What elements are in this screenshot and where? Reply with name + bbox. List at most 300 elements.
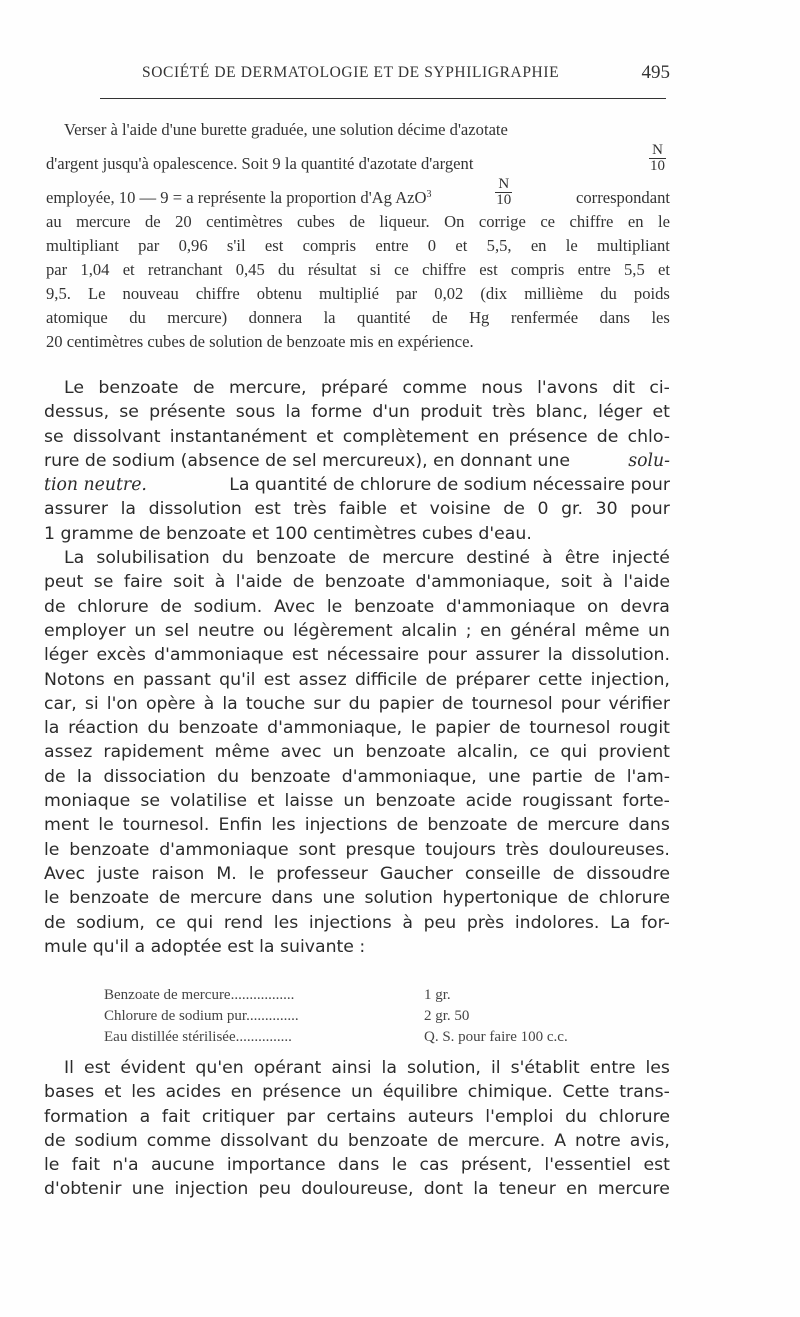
word: alcalin — [401, 620, 458, 641]
text-line — [44, 1105, 670, 1129]
word: ce — [394, 260, 409, 279]
word: dans — [628, 815, 670, 836]
word: ce — [529, 742, 550, 763]
word: qui — [186, 912, 214, 933]
word: d'ammoniaque, — [341, 766, 477, 787]
text-line — [46, 176, 670, 210]
word: en — [566, 1179, 588, 1200]
word: formation — [44, 1106, 128, 1127]
word: l'essentiel — [544, 1155, 632, 1176]
word: presque — [345, 839, 416, 860]
word: et — [399, 499, 418, 520]
text-line — [44, 570, 670, 594]
word: opère — [145, 693, 196, 714]
word: chlorure — [598, 888, 670, 909]
word: certains — [326, 1106, 396, 1127]
word: un — [648, 620, 670, 641]
word: en — [477, 426, 500, 447]
word: bases — [44, 1082, 95, 1103]
word: dans — [271, 888, 313, 909]
word: par — [286, 1106, 315, 1127]
word: injection, — [590, 669, 670, 690]
word: de — [567, 888, 590, 909]
word: benzoate — [98, 378, 179, 398]
word: mercure. — [467, 1130, 546, 1151]
word: assurer — [44, 499, 109, 520]
word: rapidement — [103, 742, 204, 763]
word: dans — [599, 308, 630, 327]
word: instantanément — [169, 426, 307, 447]
word: cas — [419, 1155, 449, 1176]
text-line — [44, 1080, 670, 1104]
word: très — [505, 839, 539, 860]
text-line — [46, 234, 670, 258]
word: du — [129, 308, 146, 327]
word: très — [492, 402, 526, 423]
word: est — [643, 1155, 670, 1176]
word: les — [273, 912, 299, 933]
word: Cette — [562, 1082, 610, 1103]
word: dissoudre — [586, 863, 670, 884]
word: le — [565, 236, 578, 255]
word: du — [217, 766, 240, 787]
word: du — [348, 693, 371, 714]
word: la — [473, 1179, 489, 1200]
word: raison — [151, 863, 205, 884]
word: de — [160, 596, 182, 617]
word: du — [147, 718, 170, 739]
word: volatilise — [170, 791, 248, 812]
word: benzoate — [375, 791, 456, 812]
fraction-denominator: 10 — [496, 192, 512, 208]
word: entre — [589, 1058, 636, 1078]
word: est — [263, 669, 291, 690]
word: est — [264, 236, 284, 255]
word: assez — [44, 742, 93, 763]
word: chlorure — [598, 1106, 670, 1127]
line-text-part: employée, 10 — 9 = a représente la proportion d'Ag AzO — [46, 188, 427, 207]
word: centimètres — [206, 212, 283, 231]
word: le — [44, 888, 60, 909]
word: benzoate — [68, 888, 150, 909]
word: le — [44, 1155, 60, 1176]
word: difficile — [355, 669, 418, 690]
running-title: SOCIÉTÉ DE DERMATOLOGIE ET DE SYPHILIGRAPHIE — [142, 64, 560, 81]
word: corrige — [478, 212, 526, 231]
word: à — [203, 693, 215, 714]
word: à — [402, 912, 413, 933]
word: en — [230, 1082, 253, 1103]
word: 0,96 — [178, 236, 208, 255]
word: présence — [262, 1082, 342, 1103]
word: préparé — [320, 378, 389, 398]
text-line — [44, 522, 670, 546]
formula-ingredient: Eau distillée stérilisée............... — [104, 1029, 292, 1045]
word: tournesol — [471, 693, 553, 714]
word: d'obtenir — [44, 1179, 122, 1200]
word: ci- — [649, 378, 670, 398]
word: donnera — [248, 308, 303, 327]
text-line — [44, 692, 670, 716]
word: atomique — [46, 308, 108, 327]
word: forte- — [622, 791, 670, 812]
word: conseille — [465, 863, 541, 884]
text-line — [44, 595, 670, 619]
word: benzoate — [178, 718, 259, 739]
text-line — [44, 1056, 670, 1080]
word: injecté — [611, 548, 670, 569]
word: dessus, — [44, 402, 110, 423]
word: Hg — [469, 308, 490, 327]
word: opérant — [253, 1058, 322, 1078]
word: passant — [142, 669, 211, 690]
text-line — [44, 886, 670, 910]
word: cubes — [297, 212, 335, 231]
word: en — [627, 212, 644, 231]
word: a — [139, 1106, 151, 1127]
word: Enfin — [218, 815, 263, 836]
word: 0 — [427, 236, 437, 255]
word: même — [214, 742, 270, 763]
word: par — [138, 236, 160, 255]
text-line — [44, 400, 670, 424]
word: du — [565, 1106, 588, 1127]
word: l'aide — [623, 572, 670, 593]
text-line — [44, 716, 670, 740]
word: du — [278, 260, 295, 279]
word: une — [322, 888, 355, 909]
word: de — [349, 212, 365, 231]
word: de — [552, 863, 575, 884]
formula-quantity: 1 gr. — [424, 987, 451, 1003]
word: à — [542, 548, 553, 569]
formula-row — [104, 1027, 624, 1048]
word: M. — [216, 863, 237, 884]
line-text: rure de sodium (absence de sel mercureux), en donnant une — [44, 450, 570, 471]
word: acides — [165, 1082, 221, 1103]
word: benzoate — [255, 548, 337, 569]
word: pour — [560, 693, 601, 714]
word: dont — [423, 1179, 463, 1200]
word: réaction — [68, 718, 139, 739]
word: le — [248, 863, 265, 884]
word: est — [254, 499, 281, 520]
word: un — [343, 791, 366, 812]
word: de — [396, 815, 419, 836]
text-line — [44, 497, 670, 521]
word: sodium, — [76, 912, 145, 933]
word: entre — [577, 260, 611, 279]
word: ment — [44, 815, 90, 836]
text-line — [44, 789, 670, 813]
word: chlo- — [627, 426, 670, 447]
italic-text: solu- — [628, 450, 670, 471]
word: produit — [420, 402, 482, 423]
word: poids — [633, 284, 670, 303]
word: chlorure — [77, 596, 149, 617]
word: en — [530, 236, 547, 255]
word: Gaucher — [379, 863, 454, 884]
word: de — [158, 888, 181, 909]
word: touche — [245, 693, 306, 714]
word: chiffre — [569, 212, 614, 231]
word: Le — [87, 284, 106, 303]
text-line — [44, 473, 670, 497]
word: provient — [598, 742, 670, 763]
word: fait — [161, 1106, 191, 1127]
word: aucune — [150, 1155, 215, 1176]
word: du — [316, 1130, 339, 1151]
word: peu — [258, 1179, 292, 1200]
word: léger — [598, 402, 643, 423]
word: indolores. — [514, 912, 600, 933]
text-line — [46, 282, 670, 306]
word: complètement — [342, 426, 469, 447]
word: importance — [226, 1155, 326, 1176]
word: de — [348, 548, 370, 569]
word: le — [44, 839, 60, 860]
word: de — [144, 212, 161, 231]
word: comme — [402, 378, 467, 398]
word: gr. — [561, 499, 584, 520]
word: n'a — [112, 1155, 139, 1176]
word: retranchant — [147, 260, 223, 279]
word: La — [64, 548, 85, 569]
word: les — [645, 1058, 670, 1078]
word: se — [93, 572, 114, 593]
word: en — [480, 620, 502, 641]
word: faire — [123, 572, 163, 593]
word: pour — [630, 499, 670, 520]
word: tournesol — [529, 718, 611, 739]
word: destiné — [466, 548, 531, 569]
text-line — [46, 210, 670, 234]
word: près — [466, 912, 505, 933]
word: qu'en — [195, 1058, 244, 1078]
word: Notons — [44, 669, 105, 690]
word: mercure, — [228, 378, 307, 398]
word: solubilisation — [96, 548, 210, 569]
fraction-numerator: N — [649, 143, 666, 159]
word: ce — [155, 912, 176, 933]
word: évident — [120, 1058, 186, 1078]
word: Avec — [273, 596, 316, 617]
word: 5,5 — [624, 260, 645, 279]
word: de — [44, 1130, 66, 1151]
text-line — [44, 546, 670, 570]
word: la — [120, 499, 137, 520]
word: fait — [71, 1155, 101, 1176]
word: et — [257, 791, 275, 812]
word: compris — [302, 236, 357, 255]
word: forme — [311, 402, 363, 423]
fraction-denominator: 10 — [650, 158, 665, 174]
word: toujours — [425, 839, 496, 860]
word: peut — [44, 572, 84, 593]
word: A — [554, 1130, 567, 1151]
word: la — [381, 1058, 397, 1078]
word: compris — [510, 260, 565, 279]
method-paragraph — [46, 118, 670, 354]
word: dissociation — [103, 766, 206, 787]
word: chimique. — [467, 1082, 553, 1103]
word: l'on — [106, 693, 138, 714]
word: et — [455, 236, 468, 255]
word: mercure — [189, 888, 262, 909]
word: benzoate — [69, 839, 150, 860]
word: de — [596, 426, 619, 447]
line-text: La quantité de chlorure de sodium nécessaire pour — [229, 475, 670, 496]
formula-row — [104, 1006, 624, 1027]
word: excès — [96, 645, 146, 666]
word: faible — [339, 499, 388, 520]
word: vérifier — [608, 693, 670, 714]
text-line — [46, 118, 670, 142]
word: trans- — [619, 1082, 670, 1103]
word: il — [490, 1058, 501, 1078]
word: du — [600, 284, 617, 303]
word: Avec — [44, 863, 86, 884]
word: d'ammoniaque — [154, 645, 284, 666]
fraction — [495, 177, 512, 208]
word: le — [326, 596, 343, 617]
word: renfermée — [510, 308, 579, 327]
word: avec — [280, 742, 322, 763]
word: blanc, — [535, 402, 588, 423]
word: de — [503, 499, 525, 520]
word: on — [587, 596, 609, 617]
word: peu — [423, 912, 457, 933]
text-line — [44, 643, 670, 667]
word: présente — [149, 402, 226, 423]
word: nécessaire — [326, 645, 420, 666]
word: du — [221, 548, 244, 569]
word: benzoate — [365, 742, 446, 763]
word: auteurs — [407, 1106, 474, 1127]
word: de — [431, 308, 448, 327]
word: présent, — [460, 1155, 533, 1176]
word: papier — [378, 693, 434, 714]
word: car, — [44, 693, 77, 714]
word: Il — [64, 1058, 74, 1078]
word: (dix — [480, 284, 508, 303]
word: s'il — [226, 236, 246, 255]
word: acide — [465, 791, 513, 812]
word: qui — [560, 742, 588, 763]
formula-row — [104, 985, 624, 1006]
word: benzoate — [250, 766, 331, 787]
word: la — [547, 645, 563, 666]
word: 0,02 — [434, 284, 464, 303]
word: notre — [575, 1130, 621, 1151]
word: à — [214, 572, 226, 593]
word: sur — [313, 693, 341, 714]
word: benzoate — [324, 572, 405, 593]
word: soit — [560, 572, 592, 593]
word: qu'il — [219, 669, 256, 690]
word: On — [444, 212, 465, 231]
text-line — [44, 1177, 670, 1201]
word: un — [332, 742, 355, 763]
word: un — [351, 1082, 373, 1103]
word: chiffre — [422, 260, 467, 279]
word: for- — [640, 912, 670, 933]
word: une — [487, 766, 521, 787]
word: rougit — [619, 718, 670, 739]
word: professeur — [276, 863, 368, 884]
word: dissolvant — [220, 1130, 308, 1151]
word: et — [104, 1082, 122, 1103]
word: ; — [465, 620, 472, 641]
word: 30 — [595, 499, 618, 520]
word: à — [602, 572, 614, 593]
text-line — [44, 935, 670, 959]
text-line — [44, 1129, 670, 1153]
word: la — [44, 718, 60, 739]
word: et — [652, 402, 670, 423]
word: benzoate — [354, 596, 435, 617]
word: général — [510, 620, 576, 641]
word: ce — [540, 212, 556, 231]
word: préparer — [455, 669, 530, 690]
text-line — [44, 1153, 670, 1177]
word: mercure — [382, 548, 455, 569]
line-text: Verser à l'aide d'une burette graduée, une solution décime d'azotate — [64, 120, 508, 139]
word: 5,5, — [486, 236, 512, 255]
word: tournesol. — [122, 815, 210, 836]
word: résultat — [307, 260, 357, 279]
word: juste — [97, 863, 140, 884]
word: de — [516, 815, 539, 836]
word: injections — [308, 912, 392, 933]
word: de — [441, 693, 464, 714]
word: l'aide — [235, 572, 283, 593]
text-line — [44, 668, 670, 692]
word: l'am- — [626, 766, 670, 787]
word: d'ammoniaque, — [415, 572, 551, 593]
word: la — [323, 308, 336, 327]
word: soit — [173, 572, 205, 593]
word: hypertonique — [442, 888, 559, 909]
word: le — [658, 212, 670, 231]
page-number: 495 — [641, 62, 670, 83]
line-text: 1 gramme de benzoate et 100 centimètres cubes d'eau. — [44, 523, 532, 544]
word: le — [98, 815, 114, 836]
word: de — [425, 669, 448, 690]
word: dans — [337, 1155, 380, 1176]
line-text: 20 centimètres cubes de solution de benzoate mis en expérience. — [46, 332, 474, 351]
word: nous — [481, 378, 523, 398]
word: se — [119, 402, 139, 423]
word: par — [46, 260, 68, 279]
word: teneur — [498, 1179, 556, 1200]
word: solution — [364, 888, 433, 909]
word: dissolution. — [571, 645, 670, 666]
word: voisine — [429, 499, 491, 520]
word: 0,45 — [235, 260, 265, 279]
word: de — [44, 596, 66, 617]
word: sel — [164, 620, 190, 641]
word: se — [140, 791, 160, 812]
line-text: correspondant — [576, 188, 670, 207]
word: multipliant — [597, 236, 670, 255]
text-line — [46, 142, 670, 176]
word: papier — [435, 718, 491, 739]
word: de — [593, 766, 616, 787]
word: Le — [64, 378, 84, 398]
text-line — [44, 813, 670, 837]
word: est — [83, 1058, 111, 1078]
